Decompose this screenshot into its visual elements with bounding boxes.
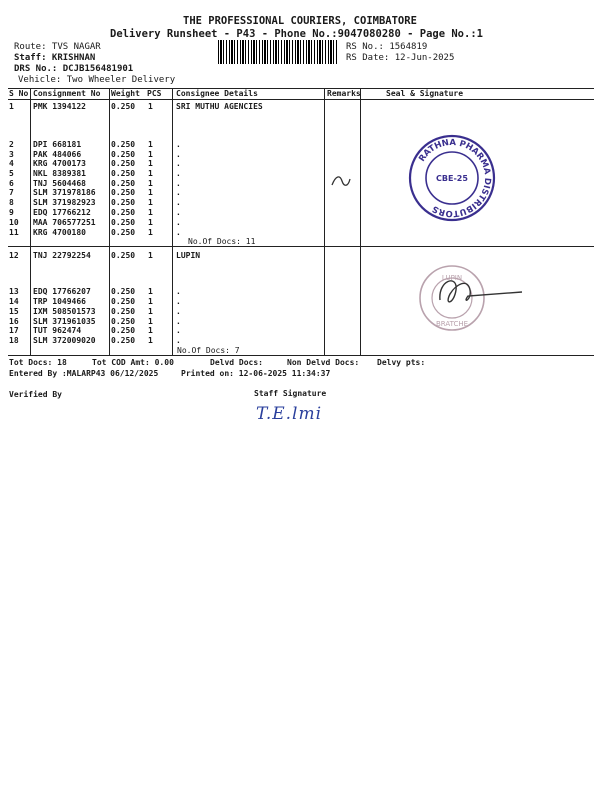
table-row-weight: 0.250 — [111, 336, 136, 345]
verified-by-label: Verified By — [9, 390, 62, 399]
table-row-sno: 8 — [9, 198, 14, 207]
table-row-dot: . — [176, 208, 181, 217]
table-row-weight: 0.250 — [111, 326, 136, 335]
table-row-weight: 0.250 — [111, 228, 136, 237]
table-row-pcs: 1 — [148, 169, 153, 178]
table-row-pcs: 1 — [148, 179, 153, 188]
table-row-dot: . — [176, 150, 181, 159]
consignee-name: SRI MUTHU AGENCIES — [176, 102, 263, 111]
barcode-image — [218, 40, 339, 64]
table-row-sno: 9 — [9, 208, 14, 217]
table-row-pcs: 1 — [148, 317, 153, 326]
table-row-weight: 0.250 — [111, 102, 136, 111]
table-row-consignment: EDQ 17766212 — [33, 208, 91, 217]
col-header-consignee: Consignee Details — [176, 89, 258, 98]
table-row-consignment: SLM 372009020 — [33, 336, 96, 345]
company-seal-stamp — [404, 130, 500, 226]
table-row-consignment: TNJ 5604468 — [33, 179, 86, 188]
table-row-pcs: 1 — [148, 208, 153, 217]
table-row-weight: 0.250 — [111, 251, 136, 260]
table-row-sno: 2 — [9, 140, 14, 149]
table-row-dot: . — [176, 326, 181, 335]
vehicle-label: Vehicle: Two Wheeler Delivery — [18, 75, 176, 85]
table-row-sno: 18 — [9, 336, 19, 345]
rs-number: RS No.: 1564819 — [346, 42, 428, 52]
table-row-pcs: 1 — [148, 140, 153, 149]
table-row-sno: 5 — [9, 169, 14, 178]
table-row-weight: 0.250 — [111, 287, 136, 296]
col-header-consignment: Consignment No — [33, 89, 101, 98]
table-row-consignment: SLM 371982923 — [33, 198, 96, 207]
table-row-weight: 0.250 — [111, 159, 136, 168]
table-row-consignment: IXM 508501573 — [33, 307, 96, 316]
table-row-sno: 14 — [9, 297, 19, 306]
table-row-weight: 0.250 — [111, 179, 136, 188]
table-row-weight: 0.250 — [111, 218, 136, 227]
table-row-pcs: 1 — [148, 218, 153, 227]
table-row-weight: 0.250 — [111, 140, 136, 149]
table-row-sno: 1 — [9, 102, 14, 111]
table-row-dot: . — [176, 287, 181, 296]
col-divider — [109, 88, 110, 355]
table-row-weight: 0.250 — [111, 150, 136, 159]
table-row-weight: 0.250 — [111, 169, 136, 178]
table-row-pcs: 1 — [148, 228, 153, 237]
table-row-pcs: 1 — [148, 336, 153, 345]
table-row-consignment: TUT 962474 — [33, 326, 82, 335]
rs-date: RS Date: 12-Jun-2025 — [346, 53, 455, 63]
table-row-consignment: EDQ 17766207 — [33, 287, 91, 296]
delivery-points: Delvy pts: — [377, 358, 426, 367]
table-row-dot: . — [176, 228, 181, 237]
group-divider-rule — [8, 246, 594, 247]
table-row-sno: 16 — [9, 317, 19, 326]
table-row-sno: 15 — [9, 307, 19, 316]
runsheet-subtitle: Delivery Runsheet - P43 - Phone No.:9047080280 - Page No.:1 — [110, 28, 483, 40]
table-row-dot: . — [176, 198, 181, 207]
table-row-dot: . — [176, 218, 181, 227]
table-row-consignment: PAK 484066 — [33, 150, 82, 159]
table-row-dot: . — [176, 317, 181, 326]
table-row-dot: . — [176, 336, 181, 345]
table-row-sno: 11 — [9, 228, 19, 237]
table-row-pcs: 1 — [148, 150, 153, 159]
table-row-dot: . — [176, 159, 181, 168]
lupin-seal-stamp — [410, 260, 530, 340]
table-row-sno: 6 — [9, 179, 14, 188]
table-row-pcs: 1 — [148, 251, 153, 260]
table-row-pcs: 1 — [148, 159, 153, 168]
total-cod-amount: Tot COD Amt: 0.00 — [92, 358, 174, 367]
table-row-consignment: TRP 1049466 — [33, 297, 86, 306]
docs-count: No.Of Docs: 11 — [188, 237, 256, 246]
table-row-consignment: KRG 4700173 — [33, 159, 86, 168]
consignee-name: LUPIN — [176, 251, 201, 260]
col-header-pcs: PCS — [147, 89, 162, 98]
svg-text:RATHNA PHARMA DISTRIBUTORS: RATHNA PHARMA DISTRIBUTORS — [417, 137, 493, 219]
table-bottom-rule — [8, 355, 594, 356]
printed-on: Printed on: 12-06-2025 11:34:37 — [181, 369, 331, 378]
table-row-sno: 4 — [9, 159, 14, 168]
delivered-docs: Delvd Docs: — [210, 358, 263, 367]
table-row-consignment: PMK 1394122 — [33, 102, 86, 111]
col-header-weight: Weight — [111, 89, 140, 98]
table-row-consignment: MAA 706577251 — [33, 218, 96, 227]
staff-label: Staff: KRISHNAN — [14, 53, 96, 63]
table-row-sno: 12 — [9, 251, 19, 260]
table-row-consignment: SLM 371961035 — [33, 317, 96, 326]
table-row-dot: . — [176, 140, 181, 149]
staff-signature-handwriting: T.E.lmi — [256, 404, 323, 424]
table-row-pcs: 1 — [148, 307, 153, 316]
company-title: THE PROFESSIONAL COURIERS, COIMBATORE — [183, 15, 417, 27]
table-row-pcs: 1 — [148, 287, 153, 296]
route-label: Route: TVS NAGAR — [14, 42, 101, 52]
table-row-dot: . — [176, 188, 181, 197]
col-header-sno: S No — [9, 89, 29, 98]
table-row-weight: 0.250 — [111, 208, 136, 217]
col-header-remarks: Remarks — [327, 89, 361, 98]
table-row-dot: . — [176, 179, 181, 188]
col-header-seal: Seal & Signature — [386, 89, 464, 98]
table-row-dot: . — [176, 297, 181, 306]
table-header-rule — [8, 99, 594, 100]
col-divider — [360, 88, 361, 355]
drs-number: DRS No.: DCJB156481901 — [14, 64, 134, 74]
remarks-mark-icon — [330, 173, 352, 191]
col-divider — [172, 88, 173, 355]
table-row-weight: 0.250 — [111, 297, 136, 306]
table-row-pcs: 1 — [148, 198, 153, 207]
col-divider — [30, 88, 31, 355]
non-delivered-docs: Non Delvd Docs: — [287, 358, 360, 367]
col-divider — [324, 88, 325, 355]
table-row-sno: 7 — [9, 188, 14, 197]
table-row-pcs: 1 — [148, 102, 153, 111]
staff-signature-label: Staff Signature — [254, 389, 327, 398]
table-row-pcs: 1 — [148, 188, 153, 197]
svg-text:CBE-25: CBE-25 — [436, 174, 468, 183]
table-row-sno: 17 — [9, 326, 19, 335]
table-row-consignment: TNJ 22792254 — [33, 251, 91, 260]
table-row-consignment: NKL 8389381 — [33, 169, 86, 178]
table-row-pcs: 1 — [148, 326, 153, 335]
table-row-dot: . — [176, 169, 181, 178]
table-row-sno: 13 — [9, 287, 19, 296]
docs-count: No.Of Docs: 7 — [177, 346, 240, 355]
table-row-pcs: 1 — [148, 297, 153, 306]
table-row-weight: 0.250 — [111, 188, 136, 197]
table-row-consignment: DPI 668181 — [33, 140, 82, 149]
svg-text:BRATCHE: BRATCHE — [435, 320, 469, 328]
total-docs: Tot Docs: 18 — [9, 358, 67, 367]
table-row-dot: . — [176, 307, 181, 316]
table-row-weight: 0.250 — [111, 307, 136, 316]
svg-text:LUPIN: LUPIN — [441, 274, 463, 282]
table-row-weight: 0.250 — [111, 198, 136, 207]
table-row-weight: 0.250 — [111, 317, 136, 326]
table-row-sno: 3 — [9, 150, 14, 159]
entered-by: Entered By :MALARP43 06/12/2025 — [9, 369, 159, 378]
table-row-consignment: SLM 371978186 — [33, 188, 96, 197]
table-row-consignment: KRG 4700180 — [33, 228, 86, 237]
table-row-sno: 10 — [9, 218, 19, 227]
